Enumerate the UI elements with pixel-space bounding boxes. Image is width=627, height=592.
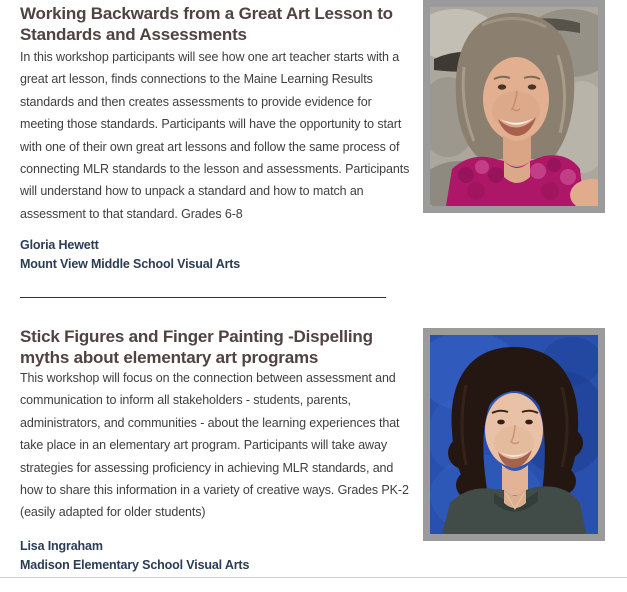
description-line: take place in an elementary art program. Participants will take away — [20, 438, 387, 453]
presenter-block-1 — [20, 236, 428, 273]
workshop-description-1 — [20, 46, 428, 225]
presenter-photo-lisa-ingraham — [423, 328, 605, 541]
description-line: connecting MLR standards to the lesson and assessments. Participants — [20, 161, 410, 176]
presenter-name: Gloria Hewett — [20, 238, 99, 252]
workshop-description-2 — [20, 367, 428, 524]
description-line: (easily adapted for older students) — [20, 505, 206, 520]
description-line: meeting those standards. Participants will have the opportunity to start — [20, 117, 402, 132]
description-line: administrators, and communities - about the learning experiences that — [20, 415, 400, 430]
bottom-rule — [0, 577, 627, 578]
description-line: will understand how to unpack a standard and how to match an — [20, 184, 364, 199]
description-line: In this workshop participants will see how one art teacher starts with a — [20, 50, 400, 64]
section-divider — [20, 297, 386, 298]
presenter-affiliation: Madison Elementary School Visual Arts — [20, 557, 250, 572]
description-line: great art lesson, finds connections to the Maine Learning Results — [20, 72, 373, 87]
presenter-block-2 — [20, 537, 428, 574]
presenter-name: Lisa Ingraham — [20, 539, 103, 553]
portrait-illustration — [430, 7, 598, 206]
workshop-title-2: Stick Figures and Finger Painting -Dispelling myths about elementary art programs — [20, 327, 373, 367]
description-line: how to share this information in a variety of creative ways. Grades PK-2 — [20, 482, 409, 497]
description-line: This workshop will focus on the connection between assessment and — [20, 371, 396, 385]
description-line: communication to inform all stakeholders - students, parents, — [20, 393, 351, 408]
description-line: strategies for assessing proficiency in achieving MLR standards, and — [20, 460, 394, 475]
workshop-title-1: Working Backwards from a Great Art Lesson to Standards and Assessments — [20, 4, 393, 44]
description-line: with one of their own great art lessons and follow the same process of — [20, 139, 400, 154]
description-line: assessment to that standard. Grades 6-8 — [20, 206, 243, 221]
description-line: standards and then creates assessments to provide evidence for — [20, 94, 372, 109]
presenter-photo-gloria-hewett — [423, 0, 605, 213]
presenter-affiliation: Mount View Middle School Visual Arts — [20, 256, 241, 271]
portrait-illustration — [430, 335, 598, 534]
